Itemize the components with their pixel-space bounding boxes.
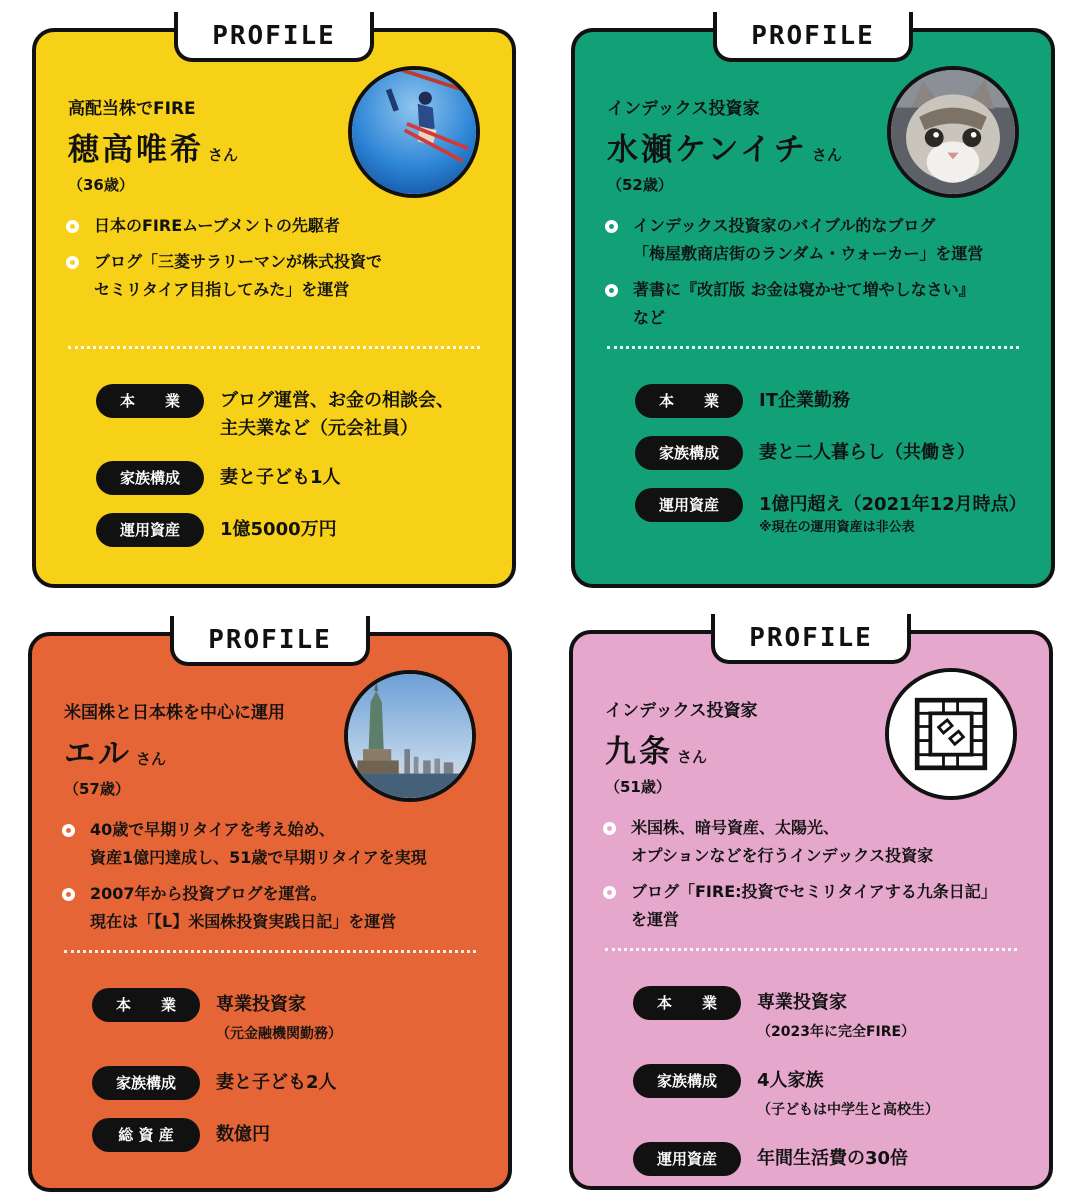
fact-line: 主夫業など（元会社員） (220, 418, 418, 439)
profile-age: （36歳） (68, 176, 134, 194)
profile-tagline: 米国株と日本株を中心に運用 (64, 703, 285, 723)
bullet-dot-icon (603, 822, 616, 835)
bullet-line: 現在は「【L】米国株投資実践日記」を運営 (90, 912, 397, 931)
dotted-divider (605, 948, 1017, 951)
fact-line: 専業投資家 (757, 992, 847, 1013)
fact-row-family (92, 1066, 482, 1100)
profile-tagline: インデックス投資家 (605, 701, 758, 721)
fact-row-occupation (633, 986, 1023, 1046)
profile-tab (713, 12, 913, 62)
honorific: さん (811, 146, 842, 164)
profile-name-text: 穂高唯希 (68, 132, 204, 168)
bullet-line: 米国株、暗号資産、太陽光、 (631, 818, 840, 837)
fact-value: 年間生活費の30倍 (757, 1148, 909, 1169)
fact-value (757, 986, 915, 1046)
profile-name (68, 124, 238, 169)
bullet-item (66, 248, 486, 304)
fact-label: 本 業 (635, 384, 743, 418)
bullet-line: など (633, 308, 666, 327)
profile-name (605, 726, 707, 771)
profile-tab-label: PROFILE (751, 21, 875, 51)
fact-note: ※現在の運用資産は非公表 (759, 520, 915, 535)
fact-label: 運用資産 (633, 1142, 741, 1176)
bullet-line: 40歳で早期リタイアを考え始め、 (90, 820, 335, 839)
profile-name (64, 728, 166, 773)
bullet-item (603, 878, 1023, 934)
profile-age: （52歳） (607, 176, 673, 194)
fact-label: 家族構成 (635, 436, 743, 470)
fact-value: 1億5000万円 (220, 519, 337, 540)
dotted-divider (607, 346, 1019, 349)
fact-value: 妻と子ども1人 (220, 467, 341, 488)
profile-tab (174, 12, 374, 62)
fact-label: 運用資産 (96, 513, 204, 547)
fact-row-occupation (92, 988, 482, 1048)
profile-name-text: 水瀬ケンイチ (607, 132, 808, 168)
profile-tab-label: PROFILE (212, 21, 336, 51)
fact-label: 総 資 産 (92, 1118, 200, 1152)
bullet-item (605, 276, 1025, 332)
profile-facts (635, 384, 1025, 555)
profile-tab-label: PROFILE (749, 623, 873, 653)
fact-label: 家族構成 (633, 1064, 741, 1098)
profile-name-text: 九条 (605, 734, 673, 770)
bullet-dot-icon (605, 284, 618, 297)
fact-value (757, 1064, 939, 1124)
fact-label: 本 業 (92, 988, 200, 1022)
profile-tagline: インデックス投資家 (607, 99, 760, 119)
cat-avatar (887, 66, 1019, 198)
skier-avatar (348, 66, 480, 198)
fact-row-occupation (635, 384, 1025, 418)
profile-age: （51歳） (605, 778, 671, 796)
profile-bullets (603, 814, 1023, 942)
fact-label: 本 業 (633, 986, 741, 1020)
bullet-dot-icon (62, 888, 75, 901)
fact-row-assets (635, 488, 1025, 537)
fact-line: 4人家族 (757, 1070, 824, 1091)
cat-photo-icon (891, 70, 1015, 194)
fact-row-family (96, 461, 486, 495)
fact-value: IT企業勤務 (759, 390, 850, 411)
profile-tab (170, 616, 370, 666)
bullet-line: 著書に『改訂版 お金は寝かせて増やしなさい』 (633, 280, 975, 299)
bullet-line: 2007年から投資ブログを運営。 (90, 884, 327, 903)
fact-line: （元金融機関勤務） (216, 1026, 342, 1042)
profile-name (607, 124, 842, 169)
bullet-dot-icon (66, 220, 79, 233)
fact-line: 1億円超え（2021年12月時点） (759, 494, 1027, 515)
bullet-dot-icon (603, 886, 616, 899)
bullet-line: セミリタイア目指してみた」を運営 (94, 280, 350, 299)
fact-line: ブログ運営、お金の相談会、 (220, 390, 454, 411)
bullet-item (603, 814, 1023, 870)
fact-value (220, 384, 454, 443)
dotted-divider (64, 950, 476, 953)
fact-line: 専業投資家 (216, 994, 306, 1015)
bullet-line: オプションなどを行うインデックス投資家 (631, 846, 934, 865)
dotted-divider (68, 346, 480, 349)
profile-bullets (62, 816, 482, 944)
fact-label: 家族構成 (92, 1066, 200, 1100)
bullet-dot-icon (62, 824, 75, 837)
fact-row-family (635, 436, 1025, 470)
board-game-icon (889, 672, 1013, 796)
bullet-line: ブログ「三菱サラリーマンが株式投資で (94, 252, 383, 271)
profile-facts (96, 384, 486, 565)
statue-avatar (344, 670, 476, 802)
bullet-dot-icon (66, 256, 79, 269)
fact-row-assets (96, 513, 486, 547)
board-game-avatar (885, 668, 1017, 800)
fact-row-assets (92, 1118, 482, 1152)
fact-value (216, 988, 342, 1048)
fact-row-family (633, 1064, 1023, 1124)
honorific: さん (677, 748, 708, 766)
honorific: さん (208, 146, 239, 164)
bullet-line: 日本のFIREムーブメントの先駆者 (94, 216, 340, 235)
bullet-line: インデックス投資家のバイブル的なブログ (633, 216, 936, 235)
fact-value (759, 488, 1025, 537)
bullet-line: ブログ「FIRE:投資でセミリタイアする九条日記」 (631, 882, 997, 901)
fact-value: 数億円 (216, 1124, 270, 1145)
profile-card-hodaka (32, 21, 516, 588)
profile-card-eru (28, 625, 512, 1192)
fact-label: 本 業 (96, 384, 204, 418)
statue-of-liberty-icon (348, 674, 472, 798)
fact-label: 運用資産 (635, 488, 743, 522)
profile-age: （57歳） (64, 780, 130, 798)
bullet-line: を運営 (631, 910, 680, 929)
fact-line: （子どもは中学生と高校生） (757, 1102, 939, 1118)
profile-facts (92, 988, 482, 1170)
fact-row-assets (633, 1142, 1023, 1176)
profile-facts (633, 986, 1023, 1194)
skier-photo-icon (352, 70, 476, 194)
honorific: さん (136, 750, 167, 768)
profile-card-minase (571, 21, 1055, 588)
profile-tab (711, 614, 911, 664)
bullet-item (62, 880, 482, 936)
fact-value: 妻と二人暮らし（共働き） (759, 442, 975, 463)
profile-tagline: 高配当株でFIRE (68, 99, 196, 119)
fact-value: 妻と子ども2人 (216, 1072, 337, 1093)
bullet-item (62, 816, 482, 872)
bullet-line: 資産1億円達成し、51歳で早期リタイアを実現 (90, 848, 427, 867)
bullet-item (605, 212, 1025, 268)
profile-bullets (605, 212, 1025, 340)
profile-tab-label: PROFILE (208, 625, 332, 655)
profile-card-kujo (569, 623, 1053, 1190)
fact-label: 家族構成 (96, 461, 204, 495)
profile-bullets (66, 212, 486, 312)
bullet-line: 「梅屋敷商店街のランダム・ウォーカー」を運営 (633, 244, 984, 263)
fact-line: （2023年に完全FIRE） (757, 1024, 916, 1040)
bullet-dot-icon (605, 220, 618, 233)
bullet-item (66, 212, 486, 240)
fact-row-occupation (96, 384, 486, 443)
profile-name-text: エル (64, 736, 132, 772)
